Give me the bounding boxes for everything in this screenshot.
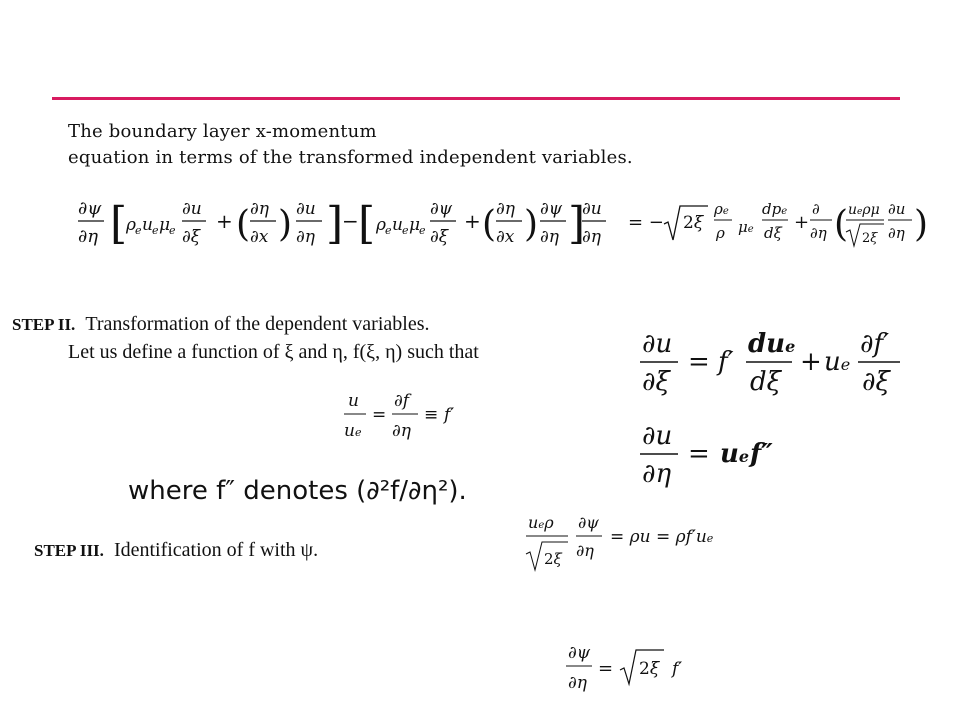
svg-text:f′: f′ [718, 347, 734, 377]
svg-text:e: e [152, 224, 159, 237]
svg-text:∂ψ: ∂ψ [430, 199, 453, 219]
svg-text:∂η: ∂η [642, 459, 672, 489]
accent-rule [52, 97, 900, 100]
svg-text:∂ξ: ∂ξ [182, 227, 201, 247]
svg-text:∂ψ: ∂ψ [540, 199, 563, 219]
svg-text:e: e [169, 224, 176, 237]
svg-text:dξ: dξ [750, 367, 781, 397]
svg-text:−: − [342, 209, 359, 233]
svg-text:]: ] [568, 198, 586, 249]
svg-text:∂ξ: ∂ξ [862, 367, 890, 397]
svg-text:(: ( [482, 204, 497, 245]
svg-text:u: u [392, 215, 403, 235]
svg-text:∂f: ∂f [394, 391, 410, 411]
svg-text:2ξ: 2ξ [683, 213, 704, 233]
svg-text:ρe: ρe [714, 200, 729, 218]
svg-text:∂η: ∂η [540, 227, 559, 247]
svg-text:= −: = − [628, 212, 664, 233]
step3-title: Identification of f with ψ. [113, 539, 319, 561]
svg-text:μe: μe [738, 218, 754, 236]
svg-text:ρ: ρ [716, 224, 725, 242]
svg-text:): ) [914, 204, 929, 245]
svg-text:∂η: ∂η [78, 226, 99, 247]
svg-text:ueρμ: ueρμ [848, 202, 880, 218]
svg-text:μ: μ [409, 215, 421, 235]
svg-text:(: ( [236, 204, 251, 245]
svg-text:+: + [794, 212, 810, 233]
svg-text:2ξ: 2ξ [639, 659, 660, 679]
du-deta-equation [638, 418, 788, 498]
svg-text:f″: f″ [750, 439, 773, 469]
svg-text:=: = [688, 439, 710, 469]
step2-heading [12, 313, 429, 336]
svg-text:=: = [372, 405, 387, 425]
svg-text:∂x: ∂x [496, 227, 515, 247]
where-note: where f″ denotes (∂²f/∂η²). [128, 476, 467, 506]
svg-text:∂η: ∂η [250, 199, 269, 219]
svg-text:ueρ: ueρ [528, 513, 554, 532]
intro-text [68, 119, 633, 171]
svg-text:e: e [135, 224, 142, 237]
svg-text:∂η: ∂η [296, 227, 315, 247]
svg-text:f′: f′ [672, 659, 683, 679]
svg-text:∂u: ∂u [642, 329, 673, 359]
svg-text:∂ξ: ∂ξ [430, 227, 449, 247]
step2-label: STEP II. [12, 315, 76, 334]
svg-text:∂η: ∂η [888, 224, 905, 242]
du-dxi-equation [638, 324, 908, 404]
svg-text:): ) [524, 204, 539, 245]
svg-text:ρ: ρ [376, 215, 386, 235]
svg-text:∂ψ: ∂ψ [568, 643, 591, 663]
step2-line2: Let us define a function of ξ and η, f(ξ, η) such that [68, 341, 479, 363]
svg-text:due: due [748, 329, 796, 359]
svg-text:e: e [402, 224, 409, 237]
svg-text:∂u: ∂u [582, 199, 602, 219]
step2-title: Transformation of the dependent variables. [85, 313, 430, 335]
svg-text:u: u [142, 215, 153, 235]
svg-text:∂: ∂ [812, 200, 820, 218]
svg-text:e: e [385, 224, 392, 237]
svg-text:∂η: ∂η [392, 421, 411, 441]
svg-text:≡: ≡ [424, 405, 439, 425]
svg-text:2ξ: 2ξ [862, 231, 878, 246]
svg-text:∂η: ∂η [582, 227, 601, 247]
svg-text:∂ψ: ∂ψ [78, 198, 102, 219]
momentum-equation-lhs [78, 192, 602, 262]
svg-text:∂η: ∂η [576, 541, 594, 560]
svg-text:∂u: ∂u [888, 200, 906, 218]
svg-text:∂u: ∂u [296, 199, 316, 219]
svg-text:∂x: ∂x [250, 227, 269, 247]
svg-text:∂η: ∂η [810, 224, 827, 242]
result-equation [564, 640, 694, 700]
svg-text:+: + [216, 209, 233, 233]
svg-text:f′: f′ [444, 405, 455, 425]
svg-text:μ: μ [159, 215, 171, 235]
svg-text:ue: ue [824, 347, 851, 377]
svg-text:ue: ue [344, 421, 362, 441]
svg-text:e: e [419, 224, 426, 237]
svg-text:∂f′: ∂f′ [860, 329, 889, 359]
svg-text:∂u: ∂u [642, 421, 673, 451]
svg-text:ρ: ρ [126, 215, 136, 235]
svg-text:∂ψ: ∂ψ [578, 513, 599, 532]
svg-text:+: + [464, 209, 481, 233]
svg-text:=: = [688, 347, 710, 377]
svg-text:∂η: ∂η [568, 673, 587, 693]
svg-text:ue: ue [720, 439, 750, 469]
momentum-equation-rhs [628, 192, 928, 262]
svg-text:∂u: ∂u [182, 199, 202, 219]
svg-text:∂ξ: ∂ξ [642, 367, 670, 397]
intro-line-2: equation in terms of the transformed independent variables. [68, 147, 633, 168]
step3-heading [34, 539, 318, 562]
definition-equation [340, 388, 470, 448]
svg-text:dpe: dpe [762, 200, 788, 218]
svg-text:): ) [278, 204, 293, 245]
svg-text:]: ] [326, 198, 344, 249]
svg-text:[: [ [110, 198, 128, 249]
identification-equation [524, 510, 754, 580]
svg-text:= ρu = ρf′ue: = ρu = ρf′ue [610, 527, 714, 547]
intro-line-1: The boundary layer x-momentum [68, 121, 377, 142]
svg-text:dξ: dξ [764, 224, 782, 242]
svg-text:u: u [348, 391, 359, 411]
step3-label: STEP III. [34, 541, 104, 560]
svg-text:2ξ: 2ξ [544, 550, 562, 568]
svg-text:[: [ [358, 198, 376, 249]
svg-text:=: = [598, 658, 614, 679]
svg-text:+: + [800, 347, 822, 377]
svg-text:∂η: ∂η [496, 199, 515, 219]
svg-text:(: ( [834, 204, 849, 245]
